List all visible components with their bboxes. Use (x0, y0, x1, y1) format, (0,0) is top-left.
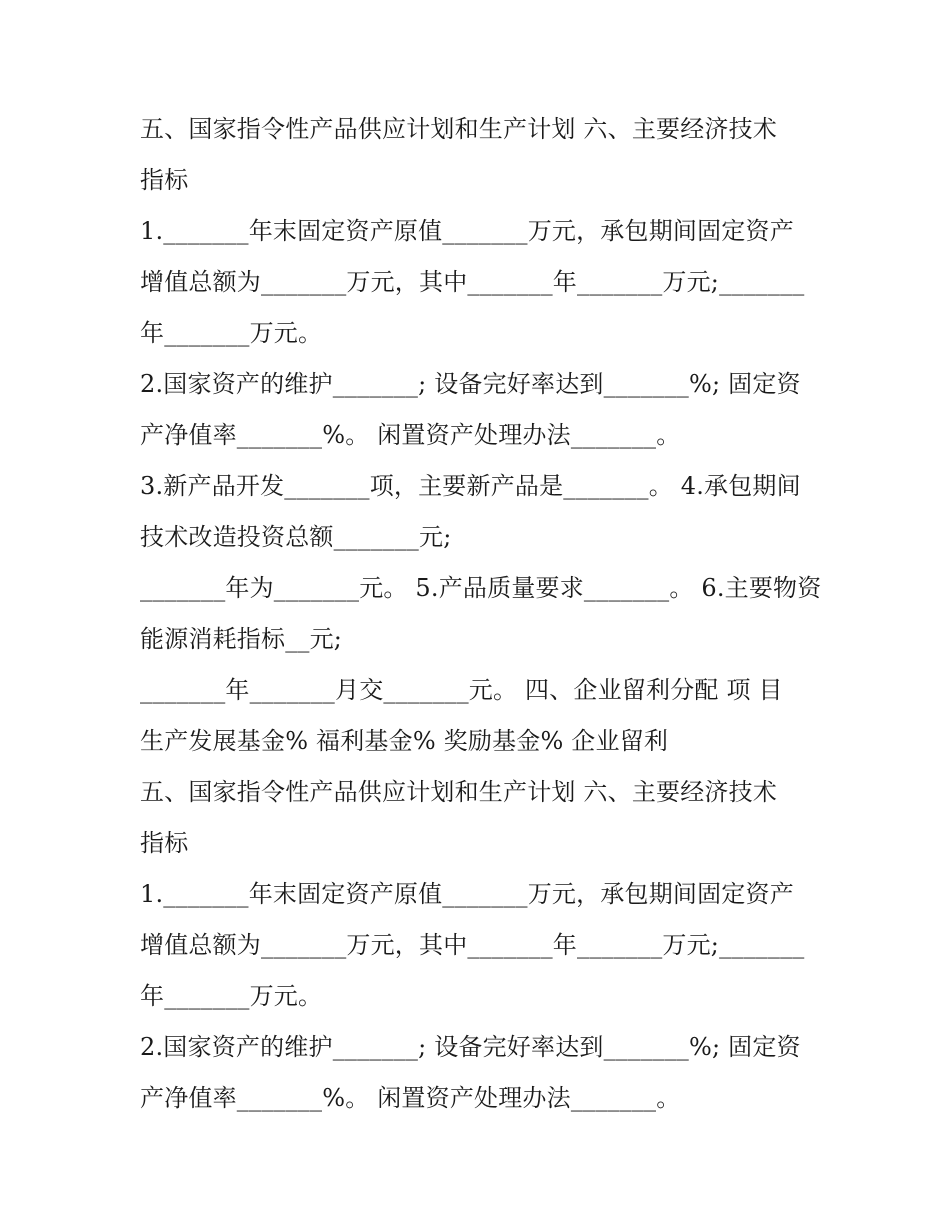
text-line: 增值总额为_______万元，其中_______年_______万元;_______ (140, 268, 805, 296)
text-line: 年_______万元。 (140, 319, 323, 347)
text-line: 五、国家指令性产品供应计划和生产计划 六、主要经济技术 (140, 778, 778, 806)
text-line: 年_______万元。 (140, 982, 323, 1010)
text-line: 3.新产品开发_______项，主要新产品是_______。 4.承包期间 (140, 472, 801, 500)
text-line: 产净值率_______%。 闲置资产处理办法_______。 (140, 421, 681, 449)
text-line: 1._______年末固定资产原值_______万元，承包期间固定资产 (140, 880, 794, 908)
document-body (140, 104, 820, 1124)
text-line: 指标 (140, 829, 189, 857)
text-line: _______年_______月交_______元。 四、企业留利分配 项 目 (140, 676, 783, 704)
text-line: 增值总额为_______万元，其中_______年_______万元;_______ (140, 931, 805, 959)
text-line: 五、国家指令性产品供应计划和生产计划 六、主要经济技术 (140, 115, 778, 143)
text-line: 技术改造投资总额_______元; (140, 523, 452, 551)
text-line: _______年为_______元。 5.产品质量要求_______。 6.主要物资 (140, 574, 822, 602)
text-line: 能源消耗指标__元; (140, 625, 343, 653)
text-line: 生产发展基金% 福利基金% 奖励基金% 企业留利 (140, 727, 669, 755)
text-line: 1._______年末固定资产原值_______万元，承包期间固定资产 (140, 217, 794, 245)
text-line: 产净值率_______%。 闲置资产处理办法_______。 (140, 1084, 681, 1112)
text-line: 2.国家资产的维护_______; 设备完好率达到_______%; 固定资 (140, 1033, 801, 1061)
text-line: 2.国家资产的维护_______; 设备完好率达到_______%; 固定资 (140, 370, 801, 398)
text-line: 指标 (140, 166, 189, 194)
